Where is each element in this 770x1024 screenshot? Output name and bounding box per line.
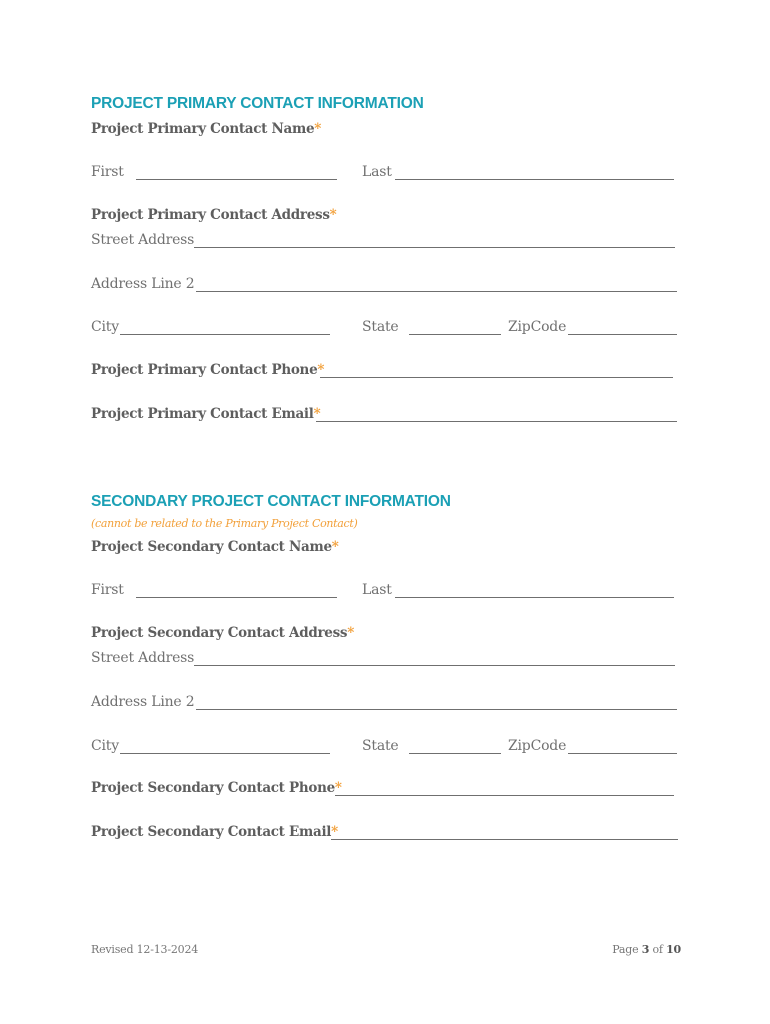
secondary-street-input[interactable] [194,665,675,666]
primary-city-input[interactable] [120,334,330,335]
primary-street-input[interactable] [194,247,675,248]
primary-address-label: Project Primary Contact Address* [91,207,337,223]
required-mark: * [331,539,339,555]
secondary-zip-input[interactable] [568,753,677,754]
primary-phone-input[interactable] [320,377,673,378]
primary-street-label: Street Address [91,232,195,248]
required-mark: * [329,207,337,223]
primary-phone-label: Project Primary Contact Phone* [91,362,325,378]
required-mark: * [317,362,325,378]
secondary-line2-label: Address Line 2 [91,694,195,710]
secondary-name-label: Project Secondary Contact Name* [91,539,339,555]
secondary-note: (cannot be related to the Primary Project Contact) [91,517,358,530]
primary-line2-label: Address Line 2 [91,276,195,292]
secondary-address-label: Project Secondary Contact Address* [91,625,354,641]
primary-section-title: PROJECT PRIMARY CONTACT INFORMATION [91,95,424,112]
required-mark: * [347,625,354,641]
secondary-email-label: Project Secondary Contact Email* [91,824,338,840]
secondary-email-input[interactable] [331,839,678,840]
secondary-phone-input[interactable] [335,795,674,796]
secondary-street-label: Street Address [91,650,195,666]
secondary-first-label: First [91,582,124,598]
primary-last-label: Last [362,164,392,180]
required-mark: * [314,121,322,137]
primary-state-label: State [362,319,399,335]
primary-name-label: Project Primary Contact Name* [91,121,322,137]
footer-page-number: Page 3 of 10 [612,943,681,956]
secondary-zip-label: ZipCode [508,738,567,754]
primary-first-input[interactable] [136,179,337,180]
secondary-line2-input[interactable] [196,709,677,710]
secondary-state-input[interactable] [409,753,501,754]
primary-city-label: City [91,319,119,335]
primary-last-input[interactable] [395,179,674,180]
secondary-phone-label: Project Secondary Contact Phone* [91,780,342,796]
primary-line2-input[interactable] [196,291,677,292]
secondary-last-label: Last [362,582,392,598]
secondary-state-label: State [362,738,399,754]
secondary-section-title: SECONDARY PROJECT CONTACT INFORMATION [91,493,451,510]
secondary-city-label: City [91,738,119,754]
primary-email-input[interactable] [316,421,677,422]
primary-zip-input[interactable] [568,334,677,335]
primary-email-label: Project Primary Contact Email* [91,406,321,422]
secondary-first-input[interactable] [136,597,337,598]
primary-zip-label: ZipCode [508,319,567,335]
secondary-last-input[interactable] [395,597,674,598]
primary-state-input[interactable] [409,334,501,335]
required-mark: * [313,406,321,422]
required-mark: * [334,780,342,796]
primary-first-label: First [91,164,124,180]
required-mark: * [331,824,338,840]
secondary-city-input[interactable] [120,753,330,754]
footer-revised-date: Revised 12-13-2024 [91,943,199,956]
